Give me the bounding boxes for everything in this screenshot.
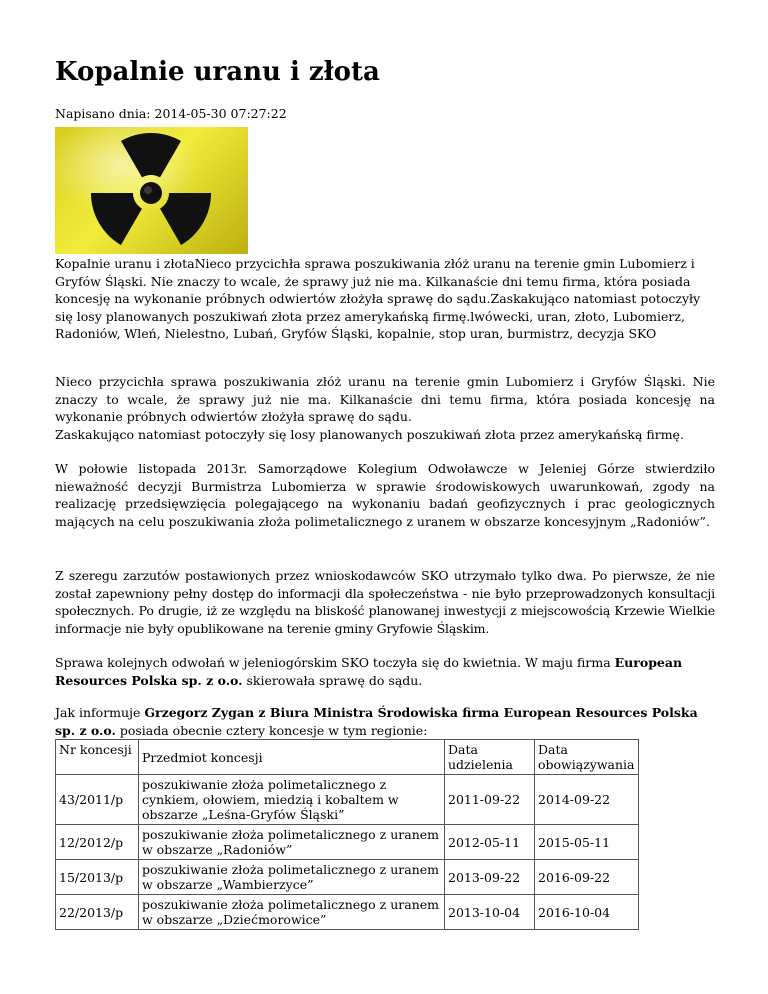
concession-valid-date: 2014-09-22	[535, 775, 639, 825]
concession-issued-date: 2011-09-22	[445, 775, 535, 825]
column-header-valid: Data obowiązywania	[535, 740, 639, 775]
paragraph-court-end: skierowała sprawę do sądu.	[242, 672, 423, 688]
paragraph-sko-decision: W połowie listopada 2013r. Samorządowe Kolegium Odwoławcze w Jeleniej Górze stwierdziło nieważność decyzji Burmistrza Lubomierza w sprawie środowiskowych uwarunkowań, zgody na realizację przedsięwzięcia polegającego na wykonaniu badań geofizycznych i prac geologicznych mających na celu poszukiwania złoża polimetalicznego z uranem w obszarze koncesyjnym „Radoniów”.	[55, 461, 715, 529]
concession-number: 43/2011/p	[56, 775, 139, 825]
concession-issued-date: 2013-10-04	[445, 895, 535, 930]
concession-number: 22/2013/p	[56, 895, 139, 930]
paragraph-ministry-text: Jak informuje	[55, 705, 145, 720]
paragraph-intro	[55, 373, 715, 443]
concessions-table	[55, 739, 639, 930]
concession-number: 15/2013/p	[56, 860, 139, 895]
table-row	[56, 775, 639, 825]
column-header-number: Nr koncesji	[56, 740, 139, 775]
paragraph-court	[55, 654, 715, 689]
company-name: European Resources Polska sp. z o.o.	[55, 655, 683, 688]
paragraph-court-text: Sprawa kolejnych odwołań w jeleniogórskim SKO toczyła się do kwietnia. W maju firma	[55, 655, 615, 670]
table-header-row	[56, 740, 639, 775]
concession-valid-date: 2016-10-04	[535, 895, 639, 930]
concession-valid-date: 2015-05-11	[535, 825, 639, 860]
article-summary: Kopalnie uranu i złotaNieco przycichła sprawa poszukiwania złóż uranu na terenie gmin Lubomierz i Gryfów Śląski. Nie znaczy to wcale, że sprawy już nie ma. Kilkanaście dni temu firma, która posiada koncesję na wykonanie próbnych odwiertów złożyła sprawę do sądu.Zaskakująco natomiast potoczyły się losy planowanych poszukiwań złota przez amerykańską firmę.lwówecki, uran, złoto, Lubomierz, Radoniów, Wleń, Nielestno, Lubań, Gryfów Śląski, kopalnie, stop uran, burmistrz, decyzja SKO	[55, 256, 701, 341]
paragraph-objections: Z szeregu zarzutów postawionych przez wnioskodawców SKO utrzymało tylko dwa. Po pierwsze, że nie został zapewniony pełny dostęp do informacji dla społeczeństwa - nie było przeprowadzonych konsultacji społecznych. Po drugie, iż ze względu na bliskość planowanej inwestycji z miejscowością Krzewie Wielkie informacje nie były opublikowane na terenie gminy Gryfowie Śląskim.	[55, 568, 715, 636]
concession-subject: poszukiwanie złoża polimetalicznego z cynkiem, ołowiem, miedzią i kobaltem w obszarze „Leśna-Gryfów Śląski”	[139, 775, 445, 825]
paragraph-ministry	[55, 704, 715, 739]
paragraph-intro-line1: Nieco przycichła sprawa poszukiwania złóż uranu na terenie gmin Lubomierz i Gryfów Śląski. Nie znaczy to wcale, że sprawy już nie ma. Kilkanaście dni temu firma, która posiada koncesję na wykonanie próbnych odwiertów złożyła sprawę do sądu.	[55, 374, 715, 424]
article-image	[55, 127, 248, 254]
concession-subject: poszukiwanie złoża polimetalicznego z uranem w obszarze „Dziećmorowice”	[139, 895, 445, 930]
column-header-subject: Przedmiot koncesji	[139, 740, 445, 775]
column-header-issued: Data udzielenia	[445, 740, 535, 775]
table-row	[56, 860, 639, 895]
paragraph-intro-line2: Zaskakująco natomiast potoczyły się losy planowanych poszukiwań złota przez amerykańską firmę.	[55, 426, 684, 442]
post-date: Napisano dnia: 2014-05-30 07:27:22	[55, 106, 287, 121]
page-title: Kopalnie uranu i złota	[55, 57, 380, 87]
ministry-source: Grzegorz Zygan z Biura Ministra Środowiska firma European Resources Polska sp. z o.o.	[55, 705, 698, 738]
paragraph-ministry-end: posiada obecnie cztery koncesje w tym regionie:	[115, 722, 428, 738]
concession-number: 12/2012/p	[56, 825, 139, 860]
table-row	[56, 825, 639, 860]
concession-subject: poszukiwanie złoża polimetalicznego z uranem w obszarze „Wambierzyce”	[139, 860, 445, 895]
table-row	[56, 895, 639, 930]
concession-valid-date: 2016-09-22	[535, 860, 639, 895]
concession-issued-date: 2013-09-22	[445, 860, 535, 895]
radiation-hazard-icon	[55, 127, 248, 254]
concession-issued-date: 2012-05-11	[445, 825, 535, 860]
concession-subject: poszukiwanie złoża polimetalicznego z uranem w obszarze „Radoniów”	[139, 825, 445, 860]
